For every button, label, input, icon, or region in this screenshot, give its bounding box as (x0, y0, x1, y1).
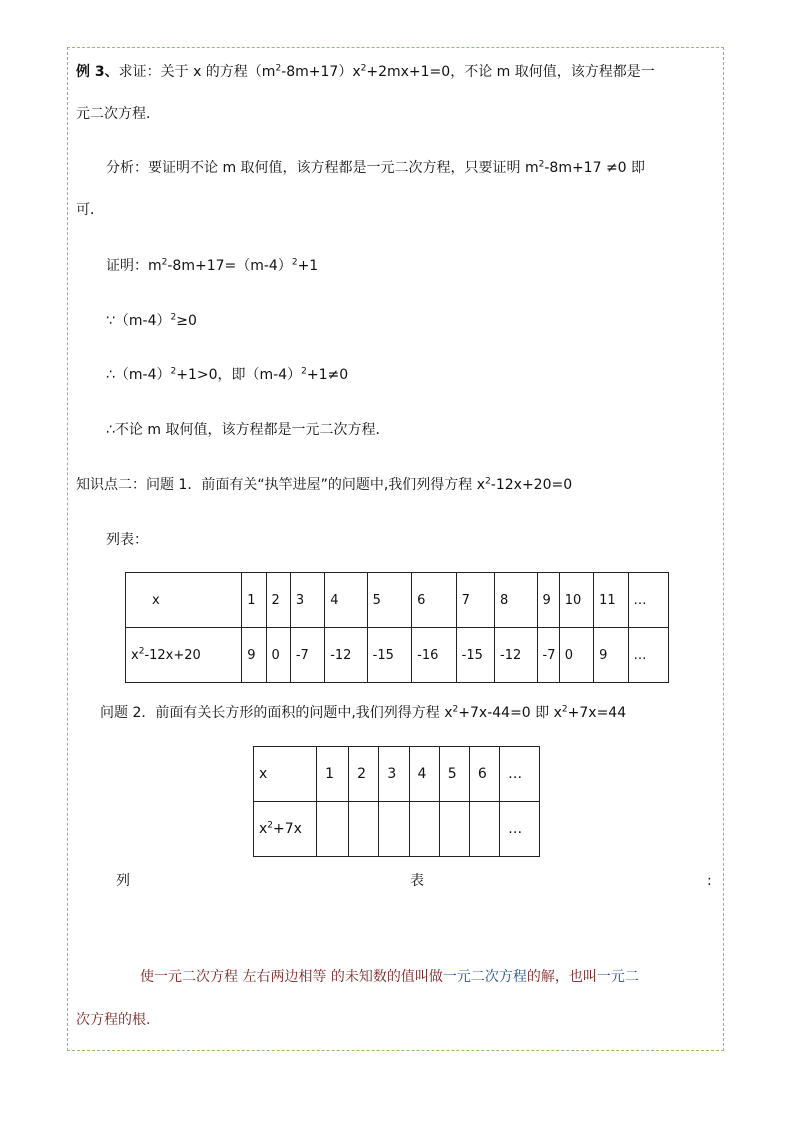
analysis-line-1: 分析：要证明不论 m 取何值，该方程都是一元二次方程，只要证明 $m^2-8m+17 \ne 0$ 即 (106, 159, 646, 176)
list-spread-char-1: 列 (116, 873, 130, 889)
content-frame (67, 47, 724, 1051)
analysis-line-2: 可． (76, 202, 104, 218)
table-problem-2 (253, 746, 540, 857)
list-spread-char-3: : (707, 873, 712, 889)
table-row: $x^2-12x+20$ 9 0 -7 -12 -15 -16 -15 -12 -7 0 9 … (126, 628, 669, 683)
because-line: $\because(m-4)^2\ge 0$ (106, 312, 197, 329)
example-label: 例 3、 (76, 64, 119, 80)
proof-line: 证明：$m^2-8m+17=(m-4)^2+1$ (106, 257, 319, 274)
definition-line-2: 次方程的根. (76, 1012, 151, 1028)
example-line-2: 元二次方程． (76, 106, 160, 122)
table-row: $x^2+7x$ … (254, 802, 540, 857)
list-spread-char-2: 表 (410, 873, 424, 889)
example-line-1: 例 3、求证：关于 x 的方程$(m^2-8m+17)x^2+2mx+1=0$，不论 m 取何值，该方程都是一 (76, 63, 655, 80)
conclusion-line: ∴不论 m 取何值，该方程都是一元二次方程． (106, 422, 390, 438)
table-problem-1 (125, 572, 669, 683)
list-label: 列表： (106, 532, 148, 548)
knowledge2-line: 知识点二：问题 1．前面有关“执竿进屋”的问题中,我们列得方程 $x^2-12x+20=0$ (76, 476, 573, 493)
table-row: x 1 2 3 4 5 6 … (254, 747, 540, 802)
problem2-line: 问题 2．前面有关长方形的面积的问题中,我们列得方程 $x^2+7x-44=0$ 即 $x^2+7x=44$ (100, 704, 627, 721)
therefore-line: $\therefore(m-4)^2+1>0$，即$(m-4)^2+1\ne 0$ (106, 366, 349, 383)
definition-line-1: 使一元二次方程 左右两边相等 的未知数的值叫做一元二次方程的解，也叫一元二 (140, 969, 639, 985)
table-row: x 1 2 3 4 5 6 7 8 9 10 11 … (126, 573, 669, 628)
